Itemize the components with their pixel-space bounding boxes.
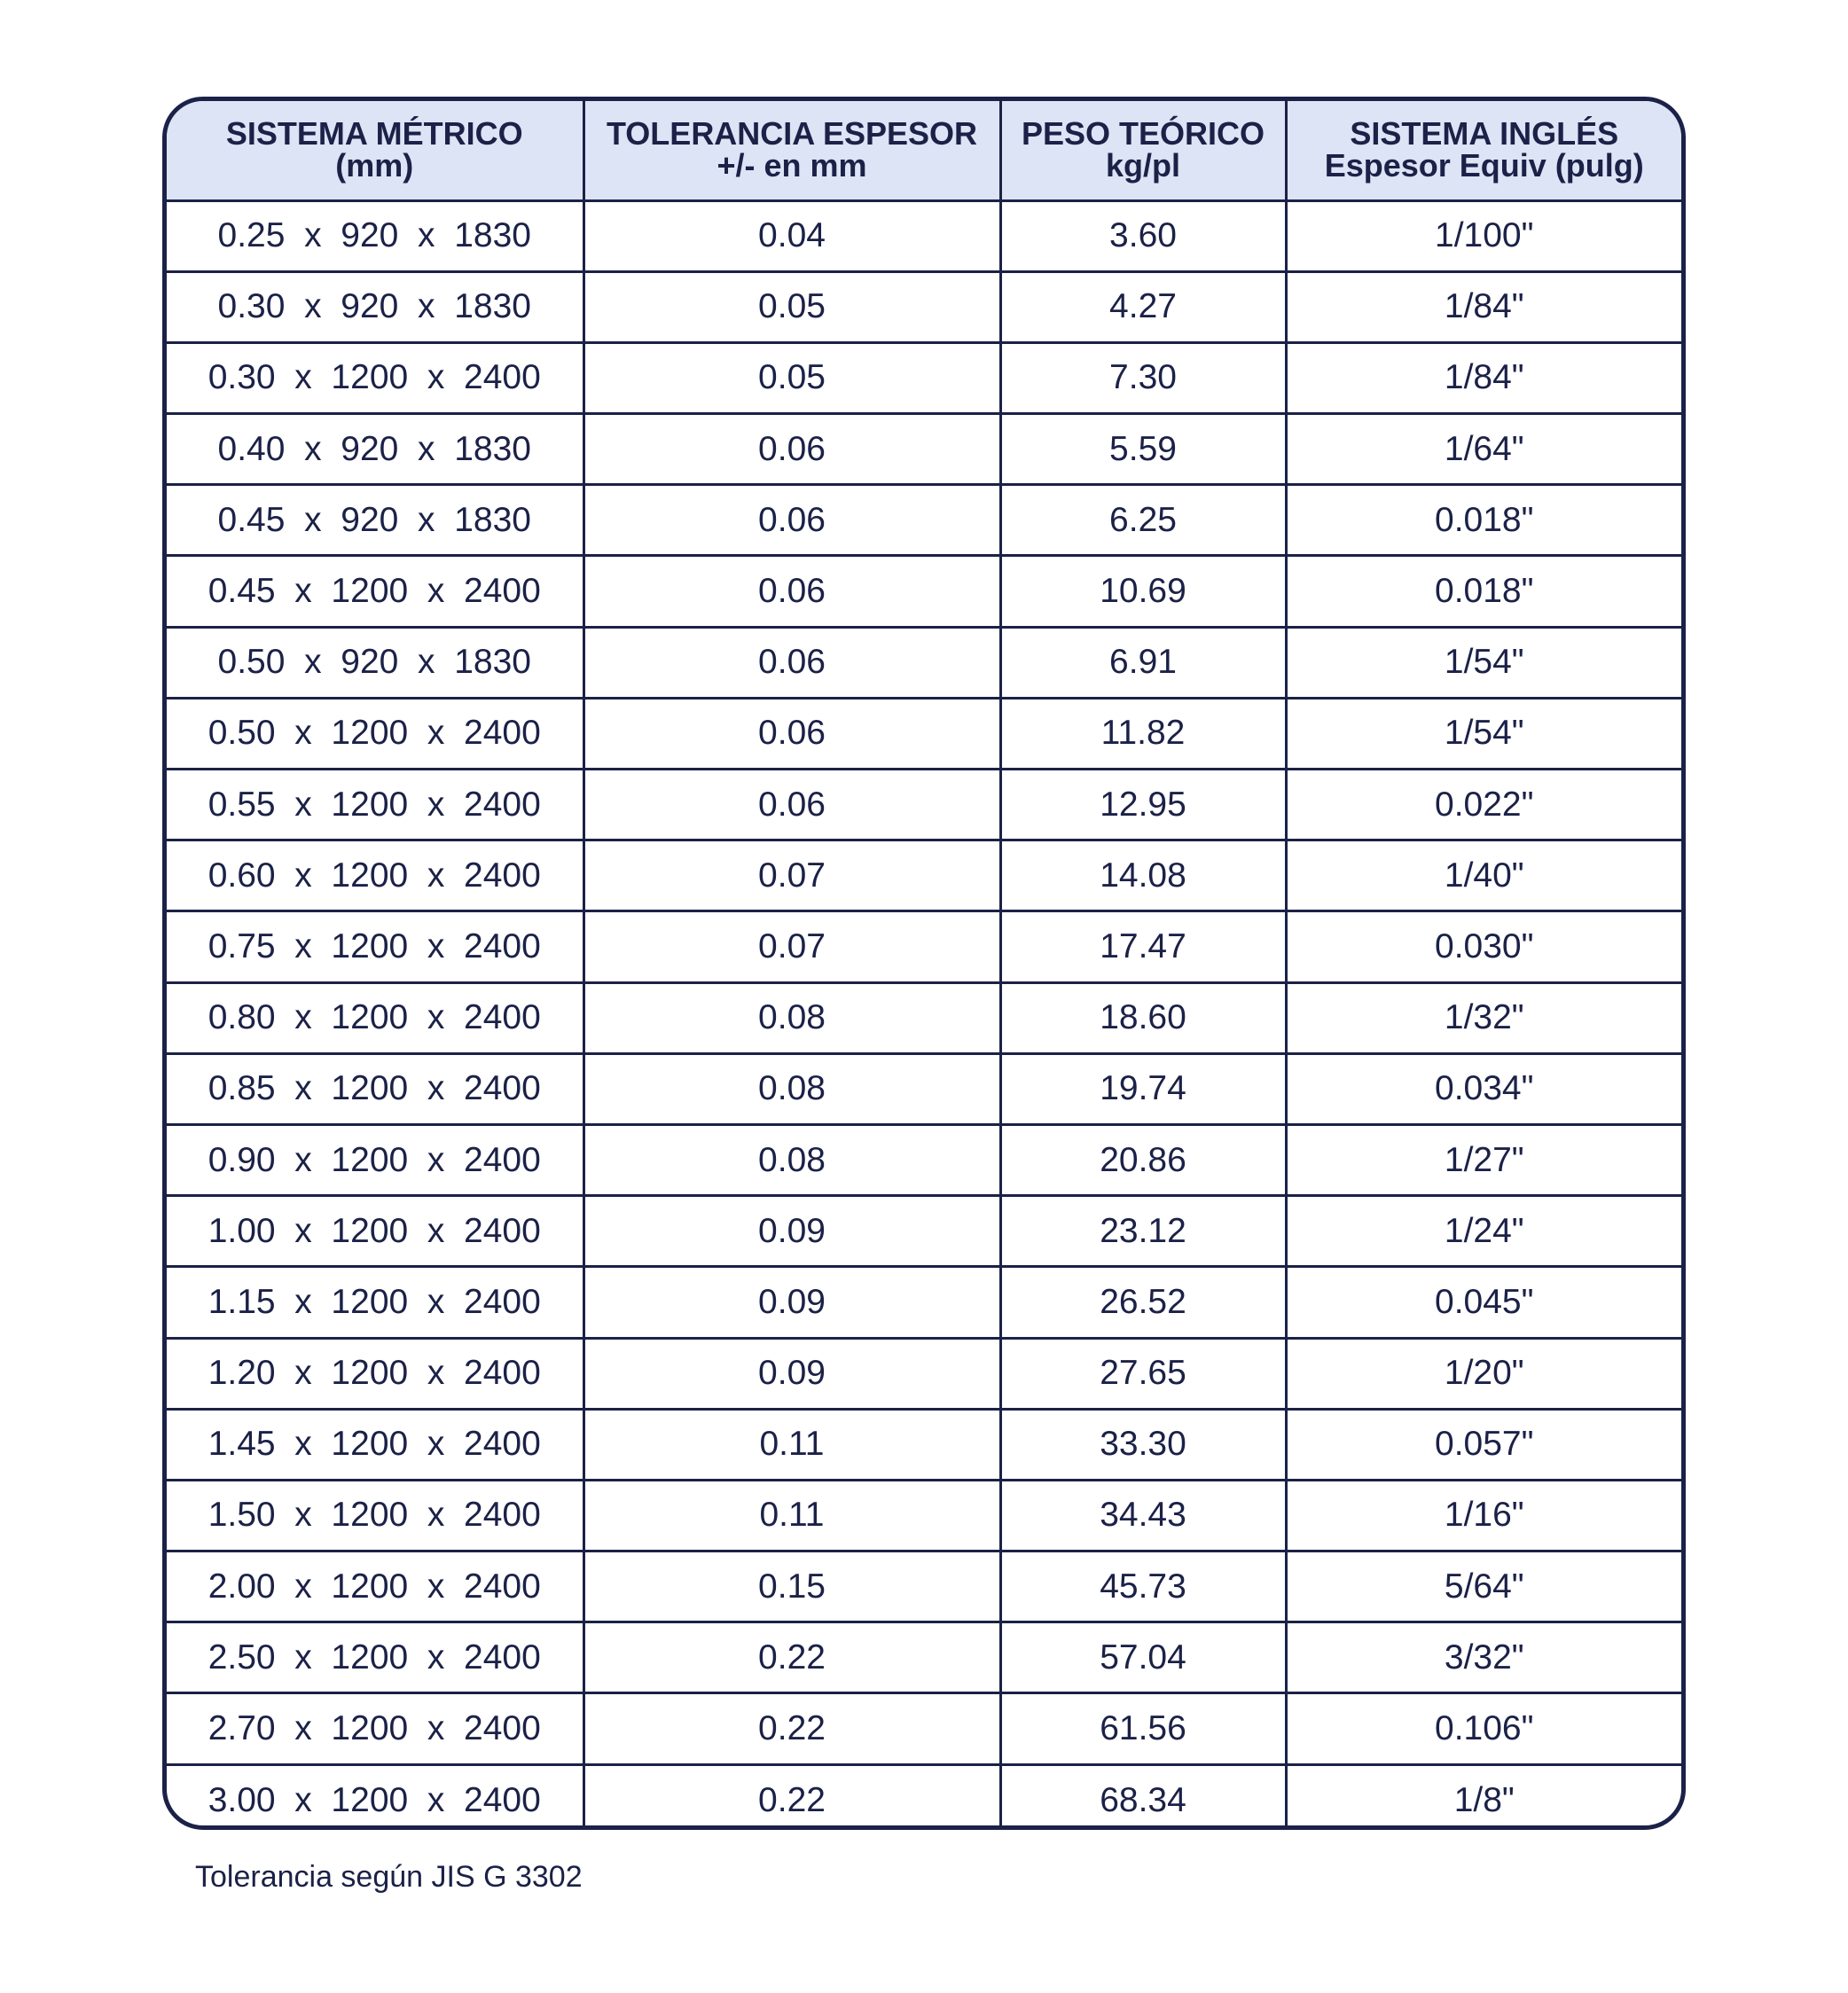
cell-imperial-thickness: 1/40" xyxy=(1286,840,1681,911)
cell-theoretical-weight: 12.95 xyxy=(1000,770,1286,840)
cell-thickness-tolerance: 0.06 xyxy=(583,414,1000,485)
cell-metric-dimensions: 0.30 x 1200 x 2400 xyxy=(167,342,583,413)
cell-metric-dimensions: 0.85 x 1200 x 2400 xyxy=(167,1053,583,1124)
cell-imperial-thickness: 0.106" xyxy=(1286,1693,1681,1764)
cell-theoretical-weight: 34.43 xyxy=(1000,1480,1286,1551)
cell-imperial-thickness: 0.034" xyxy=(1286,1053,1681,1124)
spec-table xyxy=(167,101,1681,1830)
header-theoretical-weight: PESO TEÓRICO kg/pl xyxy=(1000,101,1286,200)
cell-theoretical-weight: 3.60 xyxy=(1000,200,1286,271)
header-metric-system: SISTEMA MÉTRICO (mm) xyxy=(167,101,583,200)
cell-imperial-thickness: 1/24" xyxy=(1286,1196,1681,1267)
cell-theoretical-weight: 11.82 xyxy=(1000,698,1286,769)
cell-imperial-thickness: 1/8" xyxy=(1453,1780,1515,1819)
cell-thickness-tolerance: 0.06 xyxy=(583,556,1000,627)
cell-theoretical-weight: 61.56 xyxy=(1000,1693,1286,1764)
table-row xyxy=(167,342,1681,413)
cell-metric-dimensions: 1.50 x 1200 x 2400 xyxy=(167,1480,583,1551)
cell-thickness-tolerance: 0.08 xyxy=(583,1124,1000,1195)
cell-theoretical-weight: 7.30 xyxy=(1000,342,1286,413)
cell-imperial-thickness: 0.057" xyxy=(1286,1409,1681,1480)
cell-imperial-thickness: 1/16" xyxy=(1286,1480,1681,1551)
table-row xyxy=(167,911,1681,982)
table-row xyxy=(167,1338,1681,1409)
cell-theoretical-weight: 18.60 xyxy=(1000,982,1286,1053)
cell-imperial-thickness: 1/84" xyxy=(1286,342,1681,413)
cell-theoretical-weight: 33.30 xyxy=(1000,1409,1286,1480)
table-row xyxy=(167,627,1681,698)
table-row xyxy=(167,1124,1681,1195)
table-row xyxy=(167,200,1681,271)
cell-thickness-tolerance: 0.09 xyxy=(583,1196,1000,1267)
header-thickness-tolerance: TOLERANCIA ESPESOR +/- en mm xyxy=(583,101,1000,200)
table-row xyxy=(167,1053,1681,1124)
cell-theoretical-weight: 6.91 xyxy=(1000,627,1286,698)
table-body xyxy=(167,200,1681,1830)
cell-metric-dimensions: 0.75 x 1200 x 2400 xyxy=(167,911,583,982)
cell-thickness-tolerance: 0.05 xyxy=(583,342,1000,413)
cell-thickness-tolerance: 0.06 xyxy=(583,698,1000,769)
table-row xyxy=(167,1764,1681,1830)
cell-theoretical-weight: 20.86 xyxy=(1000,1124,1286,1195)
cell-thickness-tolerance: 0.11 xyxy=(583,1409,1000,1480)
cell-imperial-thickness: 0.022" xyxy=(1286,770,1681,840)
cell-metric-dimensions: 1.20 x 1200 x 2400 xyxy=(167,1338,583,1409)
cell-theoretical-weight: 14.08 xyxy=(1000,840,1286,911)
cell-metric-dimensions: 2.70 x 1200 x 2400 xyxy=(167,1693,583,1764)
table-row xyxy=(167,556,1681,627)
table-row xyxy=(167,1409,1681,1480)
cell-thickness-tolerance: 0.06 xyxy=(583,770,1000,840)
cell-imperial-thickness: 0.018" xyxy=(1286,485,1681,556)
table-row xyxy=(167,1196,1681,1267)
cell-theoretical-weight: 23.12 xyxy=(1000,1196,1286,1267)
cell-imperial-thickness: 3/32" xyxy=(1286,1622,1681,1693)
cell-metric-dimensions: 0.90 x 1200 x 2400 xyxy=(167,1124,583,1195)
table-row xyxy=(167,1622,1681,1693)
table-header-row xyxy=(167,101,1681,200)
cell-metric-dimensions: 1.15 x 1200 x 2400 xyxy=(167,1267,583,1338)
cell-thickness-tolerance: 0.09 xyxy=(583,1338,1000,1409)
table-row xyxy=(167,770,1681,840)
cell-imperial-thickness: 1/64" xyxy=(1286,414,1681,485)
cell-theoretical-weight: 6.25 xyxy=(1000,485,1286,556)
cell-imperial-thickness: 0.045" xyxy=(1286,1267,1681,1338)
cell-metric-dimensions: 0.60 x 1200 x 2400 xyxy=(167,840,583,911)
cell-metric-dimensions: 0.25 x 920 x 1830 xyxy=(167,200,583,271)
cell-metric-dimensions: 1.00 x 1200 x 2400 xyxy=(167,1196,583,1267)
cell-imperial-thickness: 1/32" xyxy=(1286,982,1681,1053)
cell-metric-dimensions: 0.50 x 920 x 1830 xyxy=(167,627,583,698)
table-row xyxy=(167,485,1681,556)
cell-metric-dimensions: 0.50 x 1200 x 2400 xyxy=(167,698,583,769)
cell-metric-dimensions: 0.40 x 920 x 1830 xyxy=(167,414,583,485)
cell-metric-dimensions: 0.55 x 1200 x 2400 xyxy=(167,770,583,840)
cell-imperial-thickness: 1/54" xyxy=(1286,698,1681,769)
table-row xyxy=(167,1267,1681,1338)
cell-thickness-tolerance: 0.08 xyxy=(583,982,1000,1053)
cell-metric-dimensions: 0.30 x 920 x 1830 xyxy=(167,271,583,342)
cell-theoretical-weight: 45.73 xyxy=(1000,1551,1286,1622)
cell-metric-dimensions: 3.00 x 1200 x 2400 xyxy=(167,1764,583,1830)
table-row xyxy=(167,982,1681,1053)
cell-theoretical-weight: 4.27 xyxy=(1000,271,1286,342)
header-imperial-system: SISTEMA INGLÉS Espesor Equiv (pulg) xyxy=(1286,101,1681,200)
cell-thickness-tolerance: 0.08 xyxy=(583,1053,1000,1124)
cell-imperial-thickness: 1/27" xyxy=(1286,1124,1681,1195)
table-row xyxy=(167,698,1681,769)
spec-table-frame xyxy=(162,97,1686,1830)
cell-thickness-tolerance: 0.11 xyxy=(583,1480,1000,1551)
cell-metric-dimensions: 2.50 x 1200 x 2400 xyxy=(167,1622,583,1693)
cell-imperial-thickness: 1/84" xyxy=(1286,271,1681,342)
cell-imperial-thickness: 1/20" xyxy=(1286,1338,1681,1409)
cell-metric-dimensions: 2.00 x 1200 x 2400 xyxy=(167,1551,583,1622)
cell-theoretical-weight: 19.74 xyxy=(1000,1053,1286,1124)
cell-theoretical-weight: 68.34 xyxy=(1000,1764,1286,1830)
cell-thickness-tolerance: 0.09 xyxy=(583,1267,1000,1338)
table-row xyxy=(167,1693,1681,1764)
cell-imperial-thickness: 1/54" xyxy=(1286,627,1681,698)
cell-thickness-tolerance: 0.07 xyxy=(583,911,1000,982)
table-row xyxy=(167,1480,1681,1551)
table-row xyxy=(167,1551,1681,1622)
cell-thickness-tolerance: 0.05 xyxy=(583,271,1000,342)
table-row xyxy=(167,271,1681,342)
cell-thickness-tolerance: 0.04 xyxy=(583,200,1000,271)
cell-metric-dimensions: 0.45 x 1200 x 2400 xyxy=(167,556,583,627)
cell-thickness-tolerance: 0.06 xyxy=(583,627,1000,698)
cell-thickness-tolerance: 0.22 xyxy=(583,1622,1000,1693)
footnote: Tolerancia según JIS G 3302 xyxy=(195,1860,583,1894)
cell-thickness-tolerance: 0.15 xyxy=(583,1551,1000,1622)
table-row xyxy=(167,414,1681,485)
cell-theoretical-weight: 57.04 xyxy=(1000,1622,1286,1693)
cell-metric-dimensions: 1.45 x 1200 x 2400 xyxy=(167,1409,583,1480)
cell-imperial-thickness: 0.030" xyxy=(1286,911,1681,982)
cell-imperial-thickness: 1/100" xyxy=(1286,200,1681,271)
cell-theoretical-weight: 17.47 xyxy=(1000,911,1286,982)
cell-thickness-tolerance: 0.22 xyxy=(583,1764,1000,1830)
cell-theoretical-weight: 26.52 xyxy=(1000,1267,1286,1338)
cell-theoretical-weight: 5.59 xyxy=(1000,414,1286,485)
cell-theoretical-weight: 27.65 xyxy=(1000,1338,1286,1409)
cell-metric-dimensions: 0.45 x 920 x 1830 xyxy=(167,485,583,556)
cell-metric-dimensions: 0.80 x 1200 x 2400 xyxy=(167,982,583,1053)
cell-thickness-tolerance: 0.06 xyxy=(583,485,1000,556)
cell-imperial-thickness: 0.018" xyxy=(1286,556,1681,627)
cell-thickness-tolerance: 0.07 xyxy=(583,840,1000,911)
table-row xyxy=(167,840,1681,911)
cell-imperial-thickness: 5/64" xyxy=(1286,1551,1681,1622)
cell-theoretical-weight: 10.69 xyxy=(1000,556,1286,627)
cell-thickness-tolerance: 0.22 xyxy=(583,1693,1000,1764)
